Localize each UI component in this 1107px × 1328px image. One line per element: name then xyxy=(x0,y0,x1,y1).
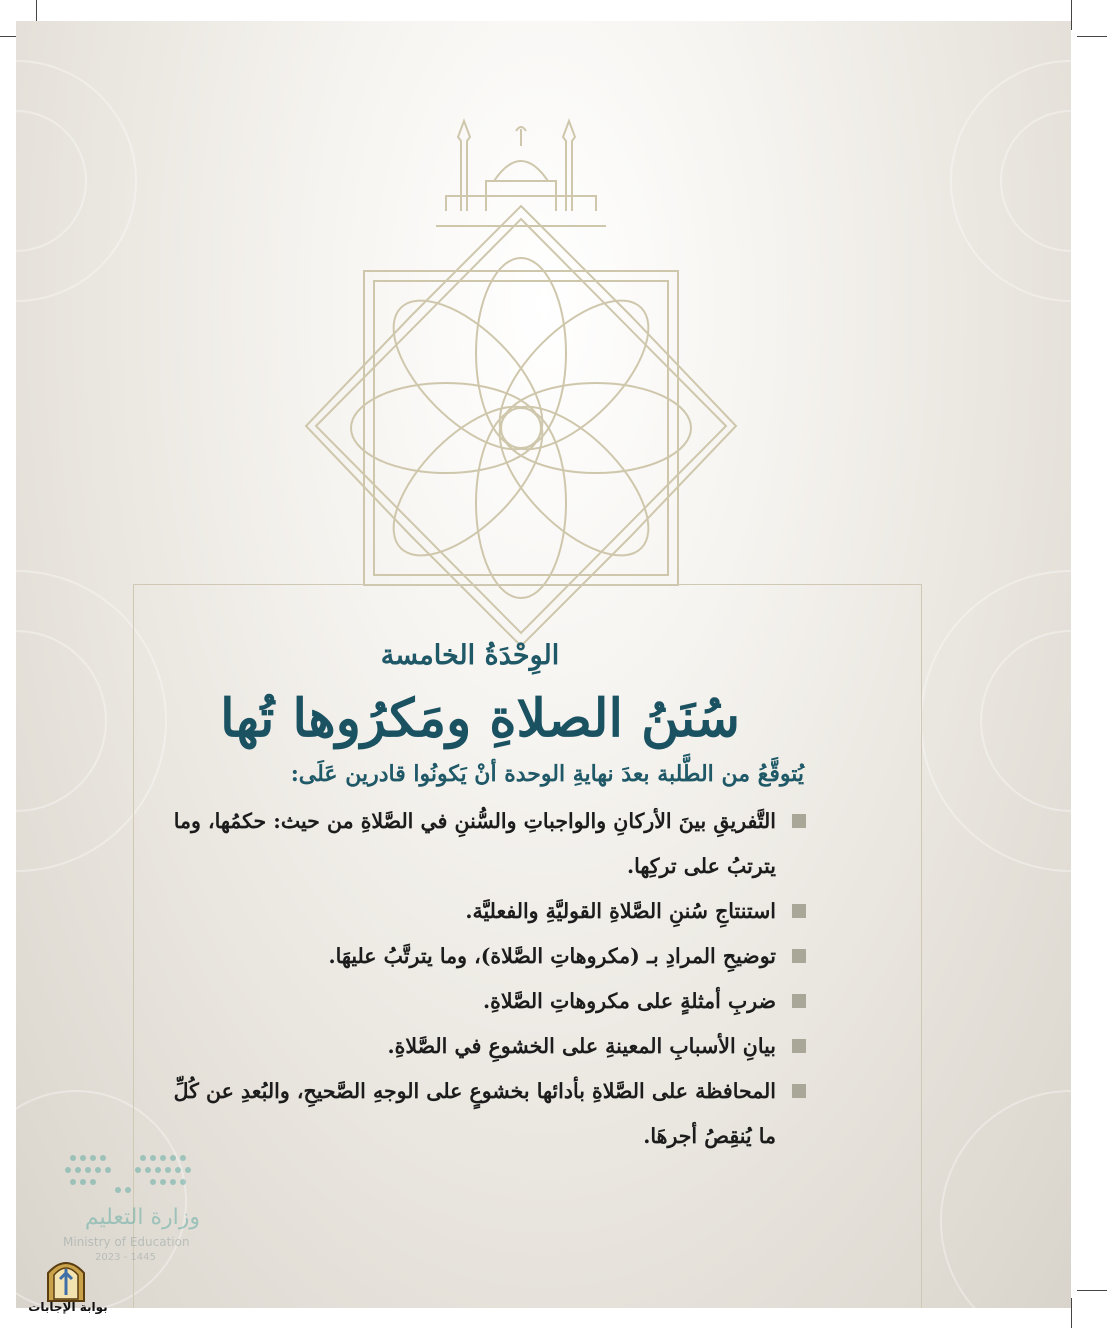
unit-number: الوِحْدَةُ الخامسة xyxy=(380,640,560,671)
answers-portal-icon xyxy=(44,1255,88,1303)
square-bullet-icon xyxy=(792,949,806,963)
objective-text: ضربِ أمثلةٍ على مكروهاتِ الصَّلاةِ. xyxy=(482,988,776,1013)
objective-item xyxy=(150,979,810,1024)
square-bullet-icon xyxy=(792,1039,806,1053)
ministry-dots-icon xyxy=(63,1150,203,1200)
objective-text: استنتاجِ سُننِ الصَّلاةِ القوليَّةِ والفعليَّة. xyxy=(465,898,776,923)
objectives-intro: يُتوقَّعُ من الطَّلبة بعدَ نهايةِ الوحدة أنْ يَكونُوا قادرين عَلَى: xyxy=(290,760,804,787)
objective-item xyxy=(150,1024,810,1069)
crop-mark xyxy=(1077,36,1107,37)
unit-content xyxy=(150,640,810,1159)
objective-text: بيانِ الأسبابِ المعينةِ على الخشوعِ في الصَّلاةِ. xyxy=(387,1033,776,1058)
objective-text: توضيحِ المرادِ بـ (مكروهاتِ الصَّلاة)، وما يترتَّبُ عليهَا. xyxy=(328,943,776,968)
mosque-star-ornament xyxy=(286,101,756,661)
objective-item xyxy=(150,799,810,889)
ministry-name-en: Ministry of Education xyxy=(63,1235,190,1249)
objective-item xyxy=(150,934,810,979)
objective-item xyxy=(150,1069,810,1159)
square-bullet-icon xyxy=(792,904,806,918)
objective-item xyxy=(150,889,810,934)
answers-portal-label: بوابة الإجابات xyxy=(28,1300,108,1314)
objective-text: المحافظة على الصَّلاةِ بأدائها بخشوعٍ على الوجهِ الصَّحيحِ، والبُعدِ عن كُلِّ ما يُنقِصُ أجرهَا. xyxy=(173,1078,776,1148)
square-bullet-icon xyxy=(792,1084,806,1098)
crop-mark xyxy=(1071,0,1072,30)
objective-text: التَّفريقِ بينَ الأركانِ والواجباتِ والسُّننِ في الصَّلاةِ من حيث: حكمُها، وما يترتبُ على تركِها. xyxy=(173,808,776,878)
square-bullet-icon xyxy=(792,814,806,828)
unit-title: سُنَنُ الصلاةِ ومَكرُوها تُها xyxy=(220,688,740,749)
ministry-year: 2023 - 1445 xyxy=(95,1252,156,1263)
square-bullet-icon xyxy=(792,994,806,1008)
ministry-name-ar: وزارة التعليم xyxy=(84,1205,200,1230)
crop-mark xyxy=(1071,1298,1072,1328)
ministry-logo xyxy=(55,1150,215,1270)
objectives-list xyxy=(150,799,810,1159)
crop-mark xyxy=(1077,1290,1107,1291)
